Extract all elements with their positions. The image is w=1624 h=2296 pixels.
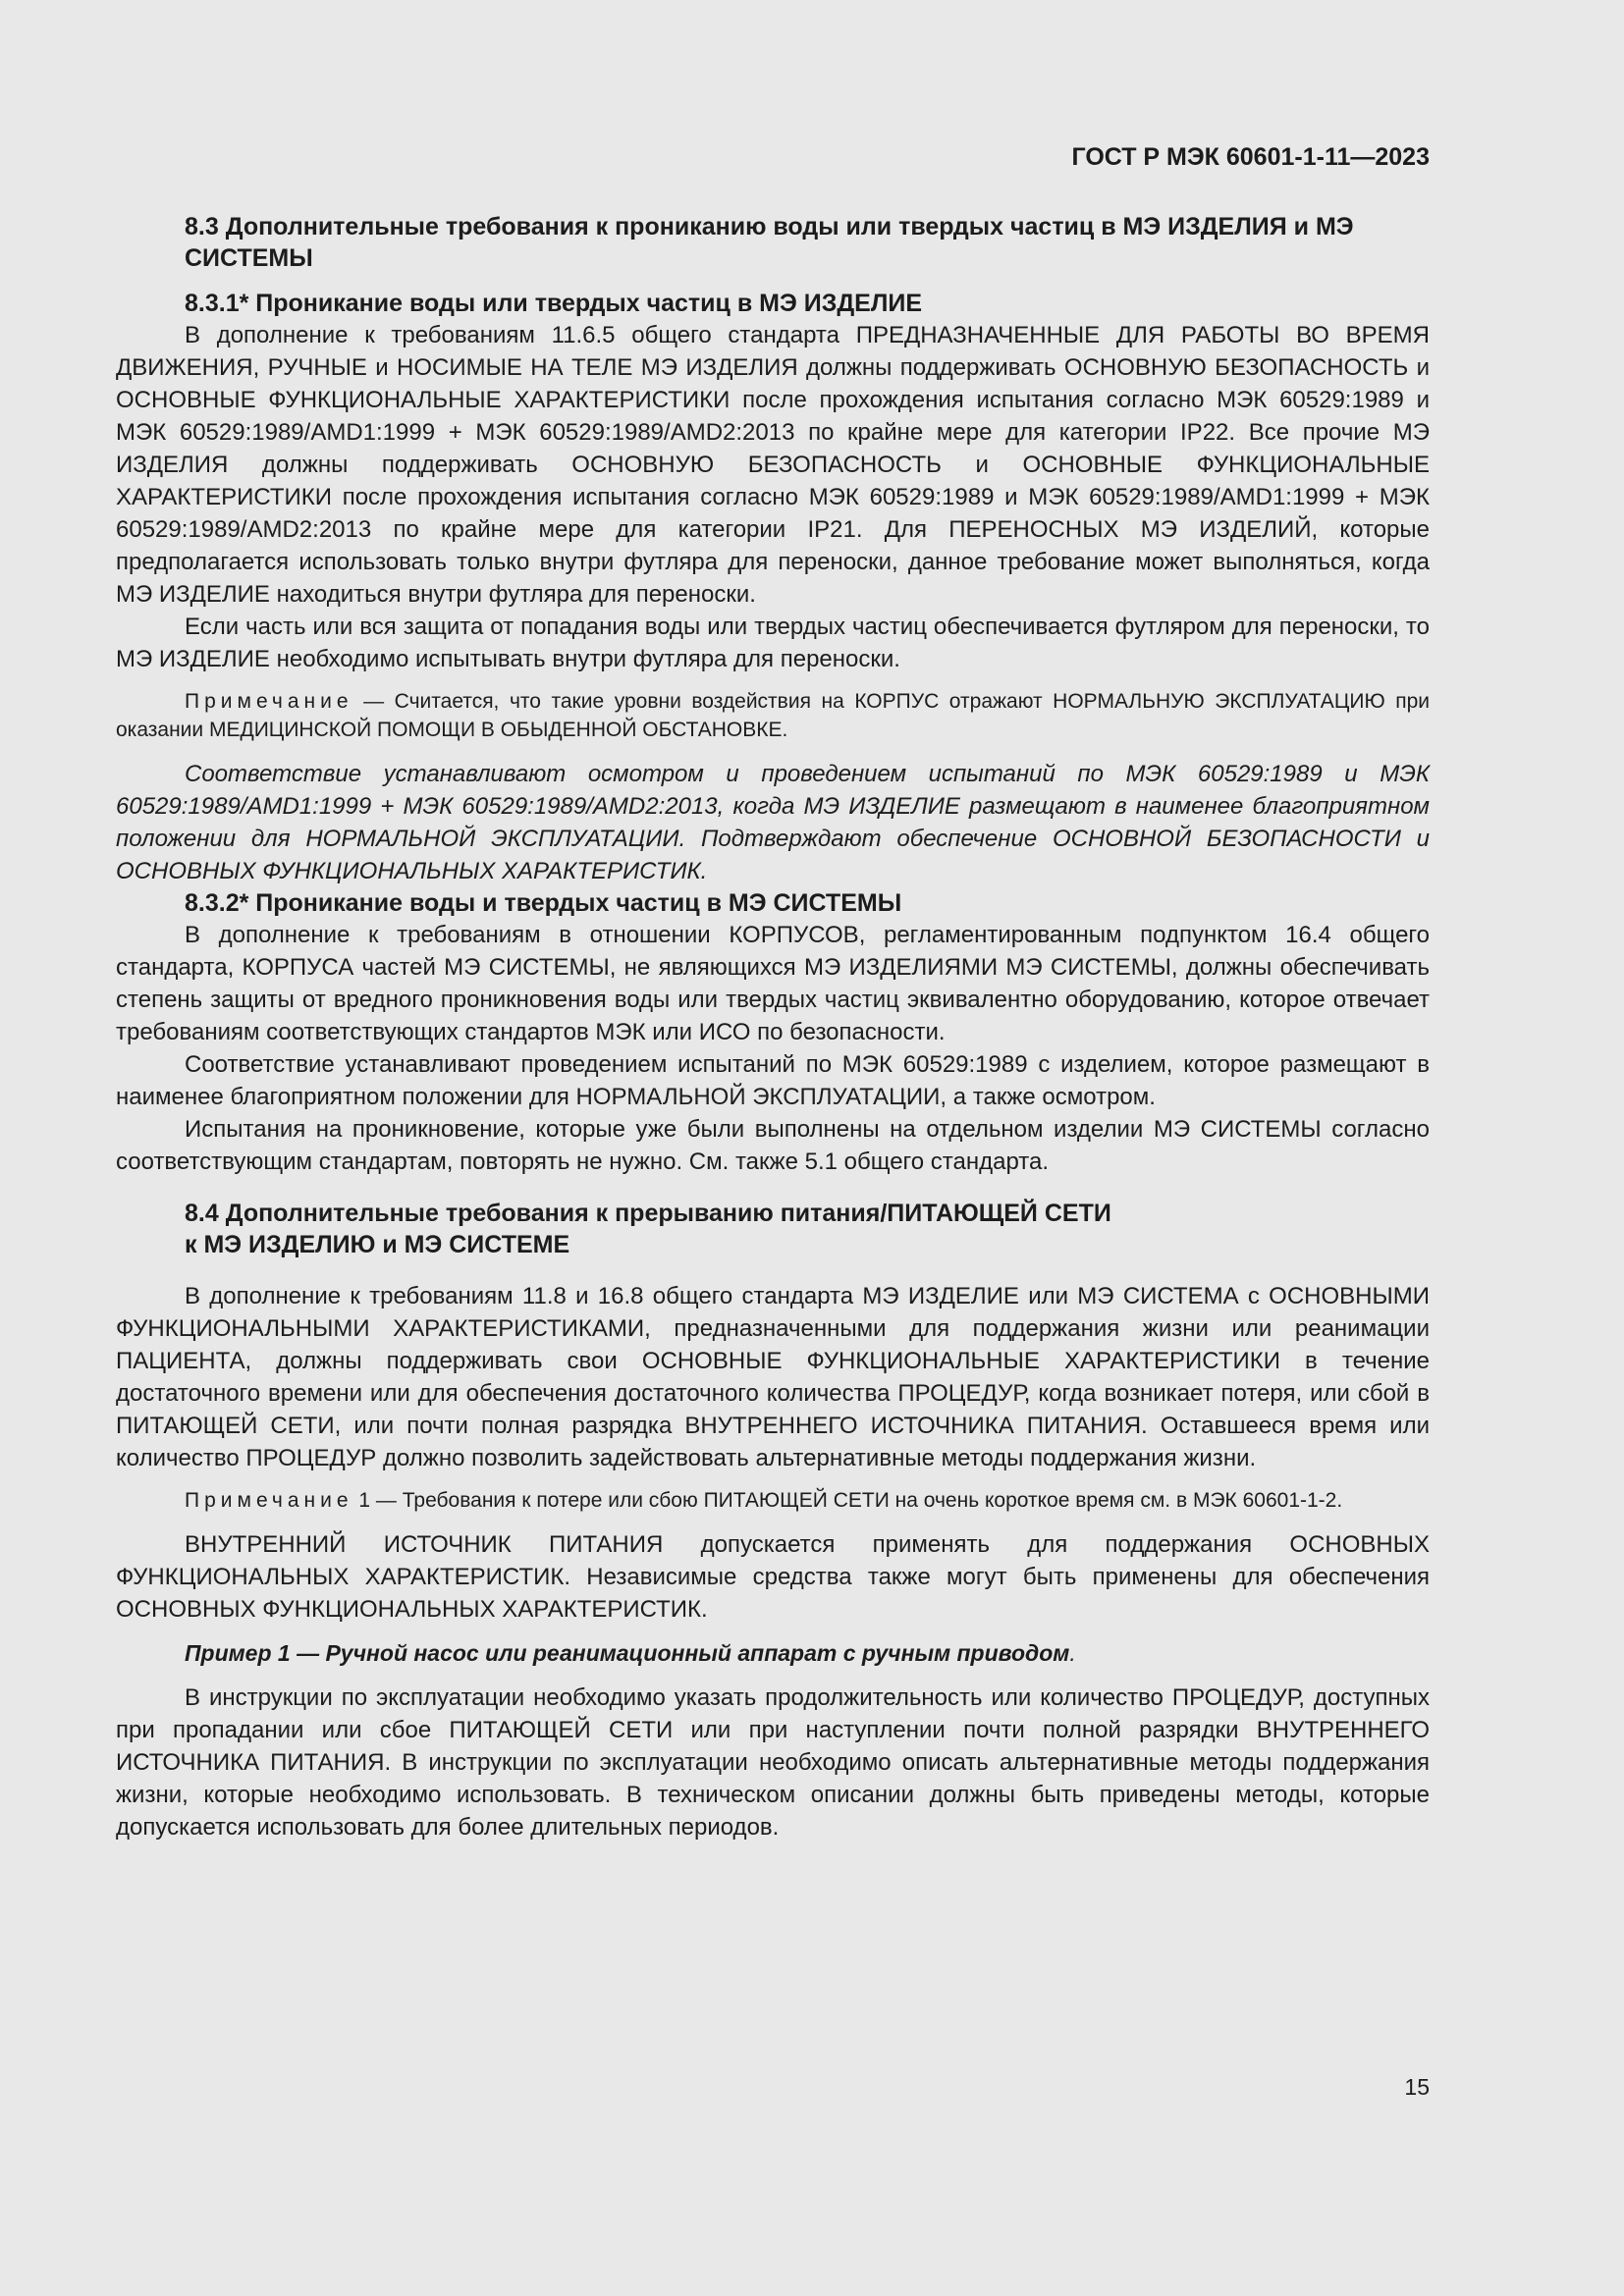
document-page (116, 142, 1430, 1843)
section-8-3-heading: 8.3 Дополнительные требования к прониканию воды или твердых частиц в МЭ ИЗДЕЛИЯ и МЭ СИСТЕМЫ (185, 213, 1354, 272)
section-8-4-note (116, 1486, 1430, 1515)
note-text: 1 — Требования к потере или сбою ПИТАЮЩЕЙ СЕТИ на очень короткое время см. в МЭК 60601-1-2. (352, 1489, 1343, 1512)
note-text: — Считается, что такие уровни воздействия на КОРПУС отражают НОРМАЛЬНУЮ ЭКСПЛУАТАЦИЮ при оказании МЕДИЦИНСКОЙ ПОМОЩИ В ОБЫДЕННОЙ ОБСТАНОВКЕ. (116, 690, 1430, 741)
section-8-4-heading-line-2: к МЭ ИЗДЕЛИЮ и МЭ СИСТЕМЕ (185, 1231, 570, 1258)
example-text: Пример 1 — Ручной насос или реанимационный аппарат с ручным приводом (185, 1640, 1070, 1666)
note-label: Примечание (185, 1489, 353, 1512)
section-8-4-paragraph-2: ВНУТРЕННИЙ ИСТОЧНИК ПИТАНИЯ допускается применять для поддержания ОСНОВНЫХ ФУНКЦИОНАЛЬНЫХ ХАРАКТЕРИСТИК. Независимые средства также могут быть применены для обеспечения ОСНОВНЫХ ФУНКЦИОНАЛЬНЫХ ХАРАКТЕРИСТИК. (116, 1531, 1430, 1623)
section-8-4-paragraph-1: В дополнение к требованиям 11.8 и 16.8 общего стандарта МЭ ИЗДЕЛИЕ или МЭ СИСТЕМА с ОСНОВНЫМИ ФУНКЦИОНАЛЬНЫМИ ХАРАКТЕРИСТИКАМИ, предназначенными для поддержания жизни или реанимации ПАЦИЕНТА, должны поддерживать свои ОСНОВНЫЕ ФУНКЦИОНАЛЬНЫЕ ХАРАКТЕРИСТИКИ в течение достаточного времени или для обеспечения достаточного количества ПРОЦЕДУР, когда возникает потеря, или сбой в ПИТАЮЩЕЙ СЕТИ, или почти полная разрядка ВНУТРЕННЕГО ИСТОЧНИКА ПИТАНИЯ. Оставшееся время или количество ПРОЦЕДУР должно позволить задействовать альтернативные методы поддержания жизни. (116, 1283, 1430, 1471)
subsection-8-3-1-compliance: Соответствие устанавливают осмотром и проведением испытаний по МЭК 60529:1989 и МЭК 60529:1989/AMD1:1999 + МЭК 60529:1989/AMD2:2013, когда МЭ ИЗДЕЛИЕ размещают в наименее благоприятном положении для НОРМАЛЬНОЙ ЭКСПЛУАТАЦИИ. Подтверждают обеспечение ОСНОВНОЙ БЕЗОПАСНОСТИ и ОСНОВНЫХ ФУНКЦИОНАЛЬНЫХ ХАРАКТЕРИСТИК. (116, 761, 1430, 884)
subsection-8-3-1-heading: 8.3.1* Проникание воды или твердых частиц в МЭ ИЗДЕЛИЕ (185, 290, 923, 317)
subsection-8-3-1-paragraph-1: В дополнение к требованиям 11.6.5 общего стандарта ПРЕДНАЗНАЧЕННЫЕ ДЛЯ РАБОТЫ ВО ВРЕМЯ ДВИЖЕНИЯ, РУЧНЫЕ и НОСИМЫЕ НА ТЕЛЕ МЭ ИЗДЕЛИЯ должны поддерживать ОСНОВНУЮ БЕЗОПАСНОСТЬ и ОСНОВНЫЕ ФУНКЦИОНАЛЬНЫЕ ХАРАКТЕРИСТИКИ после прохождения испытания согласно МЭК 60529:1989 и МЭК 60529:1989/AMD1:1999 + МЭК 60529:1989/AMD2:2013 по крайне мере для категории IP22. Все прочие МЭ ИЗДЕЛИЯ должны поддерживать ОСНОВНУЮ БЕЗОПАСНОСТЬ и ОСНОВНЫЕ ФУНКЦИОНАЛЬНЫЕ ХАРАКТЕРИСТИКИ после прохождения испытания согласно МЭК 60529:1989 и МЭК 60529:1989/AMD1:1999 + МЭК 60529:1989/AMD2:2013 по крайне мере для категории IP21. Для ПЕРЕНОСНЫХ МЭ ИЗДЕЛИЙ, которые предполагается использовать только внутри футляра для переноски, данное требование может выполняться, когда МЭ ИЗДЕЛИЕ находиться внутри футляра для переноски. (116, 322, 1430, 608)
section-8-4-heading (116, 1198, 1430, 1260)
section-8-4-heading-line-1: 8.4 Дополнительные требования к прерыванию питания/ПИТАЮЩЕЙ СЕТИ (185, 1200, 1111, 1227)
document-code-header: ГОСТ Р МЭК 60601-1-11—2023 (1071, 143, 1430, 171)
subsection-8-3-1-note (116, 687, 1430, 744)
subsection-8-3-1-paragraph-2: Если часть или вся защита от попадания воды или твердых частиц обеспечивается футляром для переноски, то МЭ ИЗДЕЛИЕ необходимо испытывать внутри футляра для переноски. (116, 614, 1430, 672)
subsection-8-3-2-paragraph-3: Испытания на проникновение, которые уже были выполнены на отдельном изделии МЭ СИСТЕМЫ согласно соответствующим стандартам, повторять не нужно. См. также 5.1 общего стандарта. (116, 1116, 1430, 1175)
page-number: 15 (1404, 2074, 1430, 2100)
note-label: Примечание (185, 690, 353, 713)
subsection-8-3-2-paragraph-1: В дополнение к требованиям в отношении КОРПУСОВ, регламентированным подпунктом 16.4 общего стандарта, КОРПУСА частей МЭ СИСТЕМЫ, не являющихся МЭ ИЗДЕЛИЯМИ МЭ СИСТЕМЫ, должны обеспечивать степень защиты от вредного проникновения воды или твердых частиц эквивалентно оборудованию, которое отвечает требованиям соответствующих стандартов МЭК или ИСО по безопасности. (116, 922, 1430, 1045)
subsection-8-3-2-paragraph-2: Соответствие устанавливают проведением испытаний по МЭК 60529:1989 с изделием, которое размещают в наименее благоприятном положении для НОРМАЛЬНОЙ ЭКСПЛУАТАЦИИ, а также осмотром. (116, 1051, 1430, 1110)
example-period: . (1069, 1640, 1076, 1666)
section-8-4-example (116, 1637, 1430, 1670)
subsection-8-3-2-heading: 8.3.2* Проникание воды и твердых частиц в МЭ СИСТЕМЫ (185, 889, 902, 917)
section-8-4-paragraph-3: В инструкции по эксплуатации необходимо указать продолжительность или количество ПРОЦЕДУР, доступных при пропадании или сбое ПИТАЮЩЕЙ СЕТИ или при наступлении почти полной разрядки ВНУТРЕННЕГО ИСТОЧНИКА ПИТАНИЯ. В инструкции по эксплуатации необходимо описать альтернативные методы поддержания жизни, которые необходимо использовать. В техническом описании должны быть приведены методы, которые допускается использовать для более длительных периодов. (116, 1684, 1430, 1841)
